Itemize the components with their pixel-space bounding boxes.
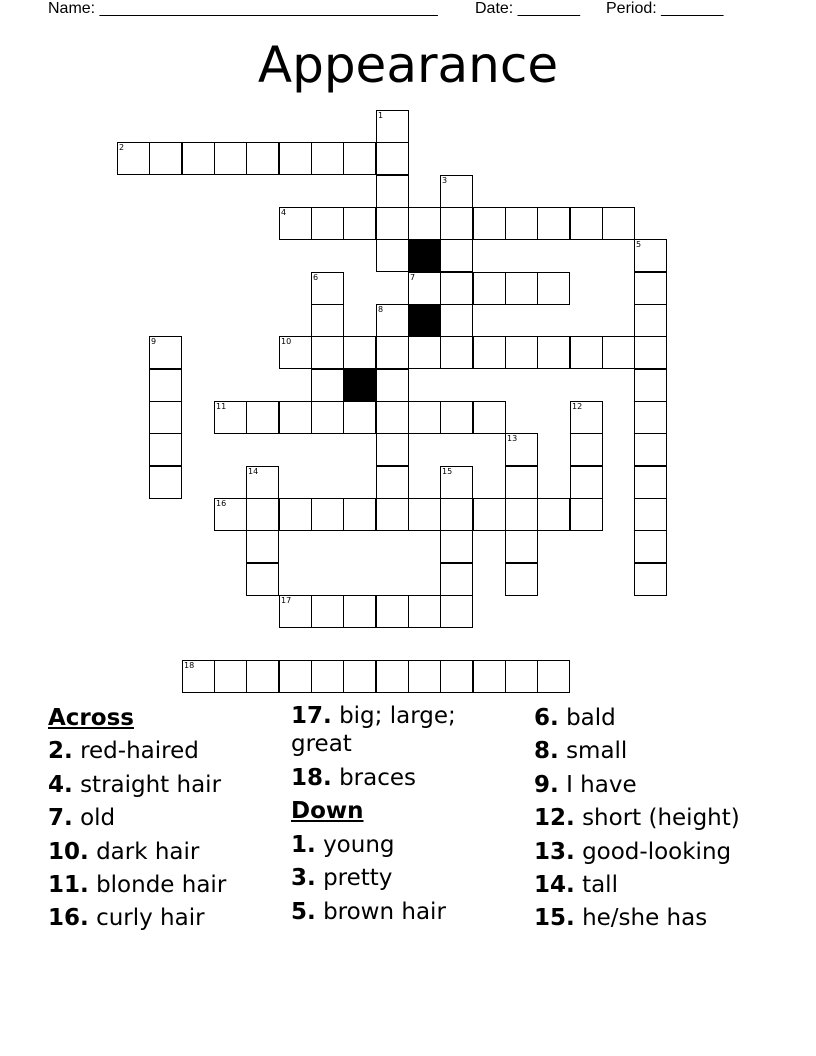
crossword-cell[interactable] [279, 595, 312, 628]
crossword-cell[interactable] [634, 563, 667, 596]
crossword-block [408, 239, 441, 272]
crossword-cell[interactable] [570, 466, 603, 499]
crossword-cell[interactable] [505, 272, 538, 305]
clue-number: 4 [281, 208, 287, 217]
clue-number: 10 [281, 337, 292, 346]
crossword-cell[interactable] [279, 401, 312, 434]
crossword-cell[interactable] [408, 336, 441, 369]
crossword-cell[interactable] [408, 595, 441, 628]
crossword-cell[interactable] [473, 336, 506, 369]
crossword-cell[interactable] [440, 239, 473, 272]
page-title: Appearance [257, 36, 559, 94]
crossword-cell[interactable] [634, 239, 667, 272]
crossword-cell[interactable] [311, 207, 344, 240]
crossword-cell[interactable] [634, 272, 667, 305]
clue-number: 15 [442, 467, 453, 476]
crossword-cell[interactable] [634, 433, 667, 466]
clue-number: 13 [507, 434, 518, 443]
crossword-cell[interactable] [376, 336, 409, 369]
crossword-cell[interactable] [570, 433, 603, 466]
crossword-cell[interactable] [376, 142, 409, 175]
clue-across-2: 2. red-haired [48, 738, 199, 765]
crossword-cell[interactable] [279, 660, 312, 693]
clue-across-18: 18. braces [291, 765, 416, 791]
crossword-cell[interactable] [214, 660, 247, 693]
crossword-cell[interactable] [376, 466, 409, 499]
crossword-cell[interactable] [214, 401, 247, 434]
clue-down-6: 6. bald [534, 705, 616, 731]
crossword-cell[interactable] [537, 336, 570, 369]
crossword-cell[interactable] [376, 304, 409, 337]
crossword-cell[interactable] [634, 530, 667, 563]
crossword-cell[interactable] [343, 498, 376, 531]
crossword-cell[interactable] [505, 207, 538, 240]
crossword-cell[interactable] [505, 530, 538, 563]
crossword-cell[interactable] [246, 498, 279, 531]
clue-across-11: 11. blonde hair [48, 872, 227, 899]
crossword-cell[interactable] [634, 369, 667, 402]
crossword-cell[interactable] [376, 660, 409, 693]
crossword-cell[interactable] [440, 660, 473, 693]
crossword-cell[interactable] [376, 110, 409, 143]
crossword-cell[interactable] [570, 207, 603, 240]
crossword-cell[interactable] [214, 498, 247, 531]
crossword-cell[interactable] [343, 660, 376, 693]
across-heading: Across [48, 705, 134, 731]
crossword-cell[interactable] [570, 336, 603, 369]
crossword-cell[interactable] [343, 336, 376, 369]
crossword-cell[interactable] [311, 369, 344, 402]
clue-down-13: 13. good-looking [534, 838, 732, 865]
crossword-cell[interactable] [473, 207, 506, 240]
crossword-cell[interactable] [408, 498, 441, 531]
crossword-cell[interactable] [440, 175, 473, 208]
crossword-block [343, 369, 376, 402]
crossword-cell[interactable] [408, 207, 441, 240]
crossword-cell[interactable] [505, 660, 538, 693]
crossword-cell[interactable] [311, 660, 344, 693]
clue-number: 7 [410, 273, 416, 282]
crossword-cell[interactable] [246, 142, 279, 175]
crossword-cell[interactable] [149, 369, 182, 402]
clues-column-1 [48, 702, 288, 936]
crossword-cell[interactable] [473, 272, 506, 305]
crossword-cell[interactable] [570, 498, 603, 531]
crossword-cell[interactable] [311, 304, 344, 337]
crossword-cell[interactable] [408, 272, 441, 305]
crossword-cell[interactable] [311, 595, 344, 628]
crossword-cell[interactable] [440, 563, 473, 596]
clue-down-8: 8. small [534, 738, 628, 765]
crossword-cell[interactable] [505, 563, 538, 596]
crossword-cell[interactable] [149, 466, 182, 499]
clue-across-10: 10. dark hair [48, 838, 200, 865]
clue-number: 18 [184, 661, 195, 670]
clue-down-1: 1. young [291, 831, 395, 858]
clue-down-3: 3. pretty [291, 865, 393, 892]
clue-across-7: 7. old [48, 805, 116, 832]
crossword-cell[interactable] [473, 660, 506, 693]
crossword-cell[interactable] [246, 563, 279, 596]
crossword-cell[interactable] [311, 336, 344, 369]
clue-number: 14 [248, 467, 259, 476]
clue-number: 2 [119, 143, 125, 152]
clue-across-17: 17. big; large; great [291, 703, 456, 757]
crossword-cell[interactable] [505, 466, 538, 499]
crossword-cell[interactable] [279, 498, 312, 531]
crossword-cell[interactable] [440, 304, 473, 337]
crossword-cell[interactable] [408, 401, 441, 434]
crossword-cell[interactable] [537, 272, 570, 305]
clues-column-3 [534, 702, 804, 936]
crossword-cell[interactable] [246, 466, 279, 499]
crossword-cell[interactable] [537, 660, 570, 693]
crossword-cell[interactable] [634, 401, 667, 434]
clue-number: 1 [378, 111, 384, 120]
crossword-cell[interactable] [311, 401, 344, 434]
crossword-cell[interactable] [473, 498, 506, 531]
clue-number: 12 [572, 402, 583, 411]
crossword-block [408, 304, 441, 337]
crossword-cell[interactable] [149, 401, 182, 434]
crossword-cell[interactable] [279, 336, 312, 369]
crossword-cell[interactable] [376, 401, 409, 434]
crossword-cell[interactable] [440, 207, 473, 240]
crossword-cell[interactable] [182, 660, 215, 693]
clue-down-15: 15. he/she has [534, 905, 708, 932]
clues-column-2 [291, 702, 526, 929]
clue-number: 3 [442, 176, 448, 185]
crossword-cell[interactable] [505, 498, 538, 531]
crossword-cell[interactable] [279, 142, 312, 175]
crossword-cell[interactable] [149, 433, 182, 466]
crossword-cell[interactable] [408, 660, 441, 693]
crossword-cell[interactable] [246, 530, 279, 563]
crossword-cell[interactable] [634, 336, 667, 369]
crossword-cell[interactable] [343, 401, 376, 434]
crossword-cell[interactable] [505, 336, 538, 369]
crossword-cell[interactable] [214, 142, 247, 175]
crossword-cell[interactable] [505, 433, 538, 466]
crossword-cell[interactable] [634, 466, 667, 499]
clue-number: 17 [281, 596, 292, 605]
crossword-cell[interactable] [376, 433, 409, 466]
crossword-cell[interactable] [440, 336, 473, 369]
clue-number: 9 [151, 337, 157, 346]
crossword-cell[interactable] [376, 498, 409, 531]
crossword-cell[interactable] [473, 401, 506, 434]
crossword-cell[interactable] [602, 336, 635, 369]
crossword-cell[interactable] [149, 336, 182, 369]
crossword-cell[interactable] [440, 466, 473, 499]
clue-across-16: 16. curly hair [48, 905, 205, 932]
clue-down-9: 9. I have [534, 771, 637, 798]
crossword-cell[interactable] [537, 207, 570, 240]
crossword-cell[interactable] [343, 207, 376, 240]
crossword-cell[interactable] [440, 595, 473, 628]
clue-down-12: 12. short (height) [534, 805, 740, 832]
crossword-cell[interactable] [376, 207, 409, 240]
crossword-cell[interactable] [343, 595, 376, 628]
crossword-cell[interactable] [376, 595, 409, 628]
crossword-cell[interactable] [376, 369, 409, 402]
clue-number: 5 [636, 240, 642, 249]
crossword-cell[interactable] [343, 142, 376, 175]
crossword-cell[interactable] [634, 304, 667, 337]
crossword-cell[interactable] [376, 239, 409, 272]
crossword-cell[interactable] [311, 498, 344, 531]
crossword-cell[interactable] [182, 142, 215, 175]
crossword-cell[interactable] [440, 498, 473, 531]
date-line[interactable]: Date: _______ [475, 0, 580, 17]
crossword-cell[interactable] [570, 401, 603, 434]
crossword-cell[interactable] [311, 142, 344, 175]
crossword-cell[interactable] [634, 498, 667, 531]
clue-number: 16 [216, 499, 227, 508]
crossword-cell[interactable] [376, 175, 409, 208]
crossword-cell[interactable] [149, 142, 182, 175]
clue-number: 11 [216, 402, 227, 411]
crossword-cell[interactable] [246, 660, 279, 693]
clue-across-4: 4. straight hair [48, 771, 222, 798]
name-line[interactable]: Name: ______________________________________ [48, 0, 438, 17]
crossword-cell[interactable] [311, 272, 344, 305]
crossword-cell[interactable] [246, 401, 279, 434]
crossword-cell[interactable] [117, 142, 150, 175]
crossword-cell[interactable] [440, 530, 473, 563]
down-heading: Down [291, 798, 364, 825]
clue-down-14: 14. tall [534, 872, 618, 899]
clue-down-5: 5. brown hair [291, 898, 446, 925]
clue-number: 8 [378, 305, 384, 314]
period-line[interactable]: Period: _______ [606, 0, 724, 17]
crossword-cell[interactable] [440, 272, 473, 305]
crossword-cell[interactable] [279, 207, 312, 240]
crossword-cell[interactable] [440, 401, 473, 434]
crossword-cell[interactable] [602, 207, 635, 240]
crossword-cell[interactable] [537, 498, 570, 531]
clue-number: 6 [313, 273, 319, 282]
